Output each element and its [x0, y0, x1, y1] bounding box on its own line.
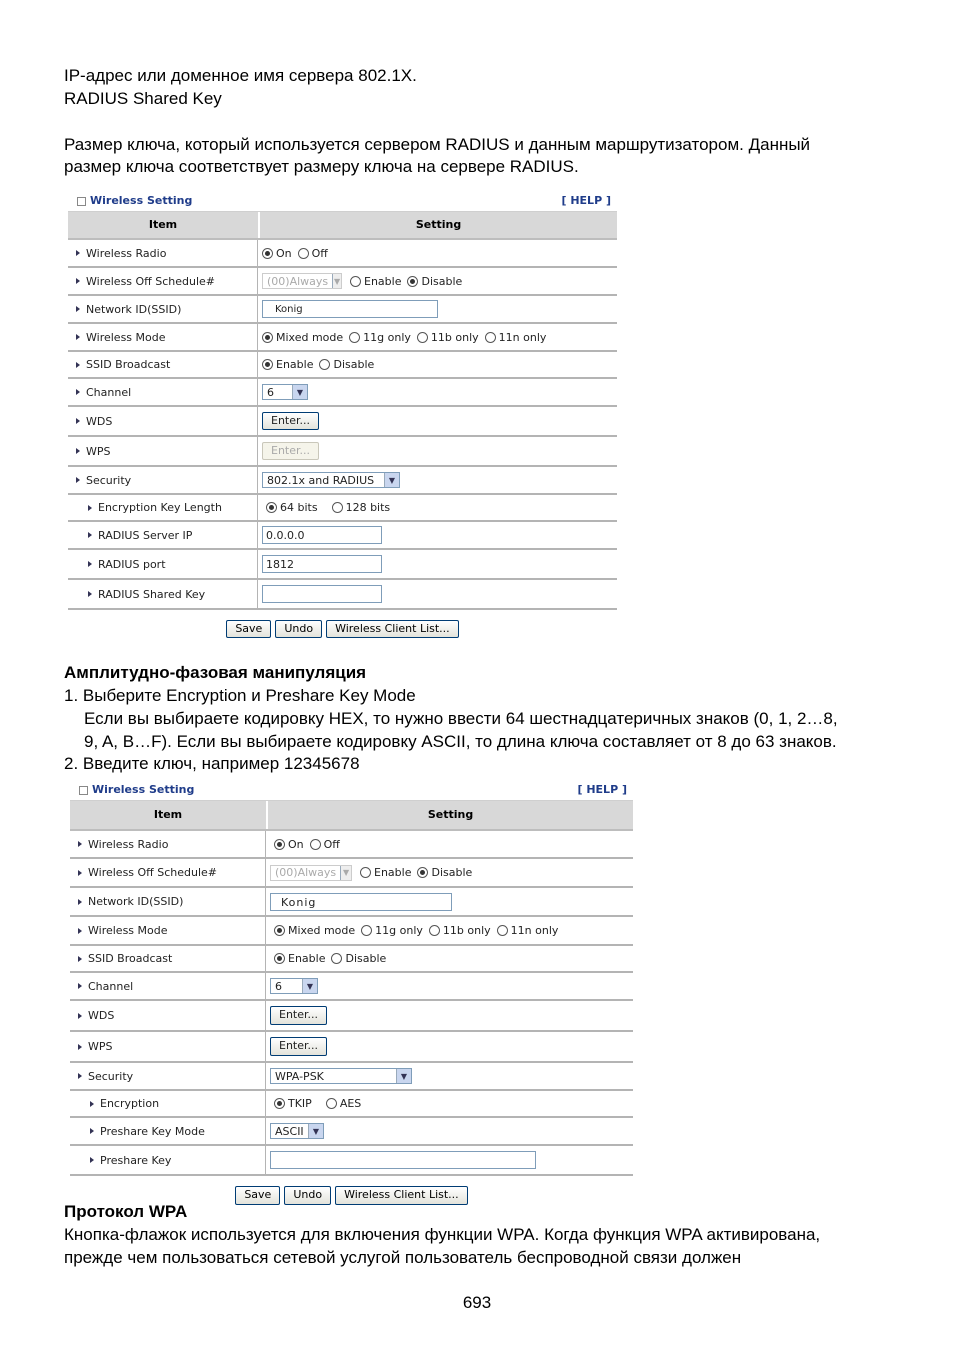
row-label: Preshare Key — [100, 1153, 172, 1167]
help-link[interactable]: [ HELP ] — [577, 783, 627, 796]
radio-11n[interactable]: 11n only — [485, 331, 547, 344]
row-label: SSID Broadcast — [86, 358, 171, 371]
ssid-input[interactable]: Konig — [270, 893, 452, 911]
table-row — [70, 1063, 633, 1091]
arrow-icon — [78, 1044, 82, 1050]
channel-select[interactable]: 6 ▼ — [270, 978, 318, 994]
ssid-input[interactable]: Konig — [262, 300, 438, 318]
row-label: Wireless Radio — [88, 837, 169, 851]
action-bar — [68, 620, 617, 638]
arrow-icon — [76, 250, 80, 256]
table-row — [68, 407, 617, 437]
chevron-down-icon: ▼ — [384, 473, 399, 487]
page-number: 693 — [462, 1293, 492, 1312]
arrow-icon — [88, 505, 92, 511]
row-label: Encryption — [100, 1097, 160, 1110]
table-header — [68, 212, 617, 240]
text-line: размер ключа соответствует размеру ключа на сервере RADIUS. — [64, 157, 579, 176]
arrow-icon — [78, 899, 82, 905]
radio-enable[interactable]: Enable — [350, 275, 401, 288]
table-row — [68, 495, 617, 522]
table-row — [70, 1032, 633, 1063]
table-row — [70, 973, 633, 1001]
table-row — [68, 522, 617, 550]
row-label: WDS — [88, 1009, 115, 1022]
table-row — [70, 831, 633, 859]
text-line: Кнопка-флажок используется для включения функции WPA. Когда функция WPA активирована, — [64, 1225, 821, 1244]
panel-title: Wireless Setting — [90, 194, 193, 207]
undo-button[interactable]: Undo — [284, 1186, 331, 1205]
radio-off[interactable]: Off — [310, 838, 340, 851]
panel-title-bar — [70, 780, 633, 801]
table-row — [68, 296, 617, 324]
chevron-down-icon: ▼ — [396, 1069, 411, 1083]
row-label: Security — [88, 1069, 134, 1083]
channel-select[interactable]: 6 ▼ — [262, 384, 308, 400]
text-line: Размер ключа, который используется сервером RADIUS и данным маршрутизатором. Данный — [64, 135, 811, 154]
radio-enable[interactable]: Enable — [262, 358, 313, 371]
table-row — [68, 437, 617, 467]
arrow-icon — [76, 278, 80, 284]
table-row — [68, 467, 617, 495]
arrow-icon — [78, 1073, 82, 1079]
arrow-icon — [78, 928, 82, 934]
arrow-icon — [88, 532, 92, 538]
radio-on[interactable]: On — [274, 838, 304, 851]
radio-11g[interactable]: 11g only — [349, 331, 411, 344]
row-label: SSID Broadcast — [88, 952, 173, 965]
text-line: 9, A, B…F). Если вы выбираете кодировку ASCII, то длина ключа составляет от 8 до 63 знаков. — [84, 732, 837, 751]
radio-on[interactable]: On — [262, 247, 292, 260]
wireless-client-list-button[interactable]: Wireless Client List... — [326, 620, 459, 638]
radio-11n[interactable]: 11n only — [497, 924, 559, 937]
table-row — [68, 324, 617, 352]
arrow-icon — [76, 334, 80, 340]
radio-off[interactable]: Off — [298, 247, 328, 260]
arrow-icon — [90, 1128, 94, 1134]
text-line: IP-адрес или доменное имя сервера 802.1X. — [64, 66, 417, 85]
radius-shared-key-input[interactable] — [262, 585, 382, 603]
table-row — [68, 379, 617, 407]
arrow-icon — [78, 1013, 82, 1019]
radio-mixed[interactable]: Mixed mode — [262, 331, 343, 344]
arrow-icon — [88, 591, 92, 597]
wps-enter-button[interactable]: Enter... — [262, 442, 319, 460]
text-line: RADIUS Shared Key — [64, 89, 222, 108]
arrow-icon — [88, 561, 92, 567]
arrow-icon — [76, 448, 80, 454]
radio-11b[interactable]: 11b only — [417, 331, 479, 344]
radius-port-input[interactable]: 1812 — [262, 555, 382, 573]
radio-mixed[interactable]: Mixed mode — [274, 924, 355, 937]
arrow-icon — [76, 477, 80, 483]
row-label: Network ID(SSID) — [86, 302, 182, 316]
table-row — [70, 946, 633, 973]
section-heading: Амплитудно-фазовая манипуляция — [64, 663, 367, 682]
row-label: RADIUS Shared Key — [98, 587, 206, 601]
radio-64-bits[interactable]: 64 bits — [266, 501, 318, 514]
table-row — [68, 580, 617, 610]
arrow-icon — [78, 841, 82, 847]
table-row — [68, 240, 617, 268]
col-setting: Setting — [427, 808, 474, 821]
table-row — [70, 917, 633, 946]
security-select[interactable]: WPA-PSK ▼ — [270, 1068, 412, 1084]
arrow-icon — [78, 870, 82, 876]
undo-button[interactable]: Undo — [275, 620, 322, 638]
row-label: WDS — [86, 414, 113, 428]
radio-11g[interactable]: 11g only — [361, 924, 423, 937]
chevron-down-icon: ▼ — [292, 385, 307, 399]
row-label: Preshare Key Mode — [100, 1124, 205, 1138]
help-link[interactable]: [ HELP ] — [561, 194, 611, 207]
chevron-down-icon: ▼ — [302, 979, 317, 993]
row-label: Wireless Off Schedule# — [86, 274, 216, 288]
table-row — [68, 352, 617, 379]
radio-disable[interactable]: Disable — [331, 952, 386, 965]
schedule-select[interactable]: (00)Always ▼ — [270, 865, 352, 881]
row-label: Security — [86, 473, 132, 487]
arrow-icon — [78, 956, 82, 962]
panel-title: Wireless Setting — [92, 783, 195, 796]
arrow-icon — [76, 389, 80, 395]
radio-enable[interactable]: Enable — [274, 952, 325, 965]
row-label: Wireless Mode — [88, 924, 168, 937]
security-select[interactable]: 802.1x and RADIUS ▼ — [262, 472, 400, 488]
row-label: Channel — [86, 385, 132, 399]
arrow-icon — [90, 1101, 94, 1107]
text-line: 2. Введите ключ, например 12345678 — [64, 754, 360, 773]
wireless-setting-panel-1 — [68, 191, 617, 638]
save-button[interactable]: Save — [226, 620, 271, 638]
chevron-down-icon: ▼ — [340, 866, 351, 880]
table-row — [68, 268, 617, 296]
radio-tkip[interactable]: TKIP — [274, 1097, 312, 1110]
table-row — [70, 859, 633, 888]
radio-disable[interactable]: Disable — [417, 866, 472, 879]
table-header — [70, 801, 633, 831]
row-label: Wireless Radio — [86, 246, 167, 260]
arrow-icon — [76, 418, 80, 424]
arrow-icon — [76, 362, 80, 368]
arrow-icon — [76, 306, 80, 312]
col-item: Item — [70, 801, 268, 829]
row-label: Encryption Key Length — [98, 501, 222, 514]
text-line: Если вы выбираете кодировку HEX, то нужно ввести 64 шестнадцатеричных знаков (0, 1, 2…8, — [84, 709, 838, 728]
radio-128-bits[interactable]: 128 bits — [332, 501, 391, 514]
preshare-key-mode-select[interactable]: ASCII ▼ — [270, 1123, 324, 1139]
table-row — [68, 550, 617, 580]
table-row — [70, 888, 633, 917]
chevron-down-icon: ▼ — [332, 274, 341, 288]
checkbox-icon — [79, 786, 88, 795]
panel-title-bar — [68, 191, 617, 212]
row-label: Network ID(SSID) — [88, 895, 184, 908]
wds-enter-button[interactable]: Enter... — [270, 1006, 327, 1025]
checkbox-icon — [77, 197, 86, 206]
table-row — [70, 1091, 633, 1118]
row-label: WPS — [88, 1040, 113, 1053]
row-label: Wireless Mode — [86, 330, 166, 344]
text-line: 1. Выберите Encryption и Preshare Key Mode — [64, 686, 416, 705]
arrow-icon — [90, 1157, 94, 1163]
radio-disable[interactable]: Disable — [407, 275, 462, 288]
save-button[interactable]: Save — [235, 1186, 280, 1205]
row-label: Channel — [88, 979, 134, 993]
wps-enter-button[interactable]: Enter... — [270, 1037, 327, 1056]
table-row — [70, 1146, 633, 1176]
table-row — [70, 1001, 633, 1032]
col-item: Item — [68, 212, 260, 238]
wireless-setting-panel-2 — [70, 780, 633, 1205]
radio-enable[interactable]: Enable — [360, 866, 411, 879]
radio-disable[interactable]: Disable — [319, 358, 374, 371]
radio-aes[interactable]: AES — [326, 1097, 361, 1110]
preshare-key-input[interactable] — [270, 1151, 536, 1169]
wds-enter-button[interactable]: Enter... — [262, 412, 319, 430]
schedule-select[interactable]: (00)Always ▼ — [262, 273, 342, 289]
radius-server-ip-input[interactable]: 0.0.0.0 — [262, 526, 382, 544]
radio-11b[interactable]: 11b only — [429, 924, 491, 937]
row-label: WPS — [86, 444, 111, 458]
row-label: RADIUS port — [98, 557, 166, 571]
col-setting: Setting — [415, 218, 462, 231]
row-label: RADIUS Server IP — [98, 528, 193, 542]
section-heading: Протокол WPA — [64, 1202, 188, 1221]
chevron-down-icon: ▼ — [308, 1124, 323, 1138]
arrow-icon — [78, 983, 82, 989]
table-row — [70, 1118, 633, 1146]
wireless-client-list-button[interactable]: Wireless Client List... — [335, 1186, 468, 1205]
text-line: прежде чем пользоваться сетевой услугой пользователь беспроводной связи должен — [64, 1248, 742, 1267]
row-label: Wireless Off Schedule# — [88, 866, 218, 879]
